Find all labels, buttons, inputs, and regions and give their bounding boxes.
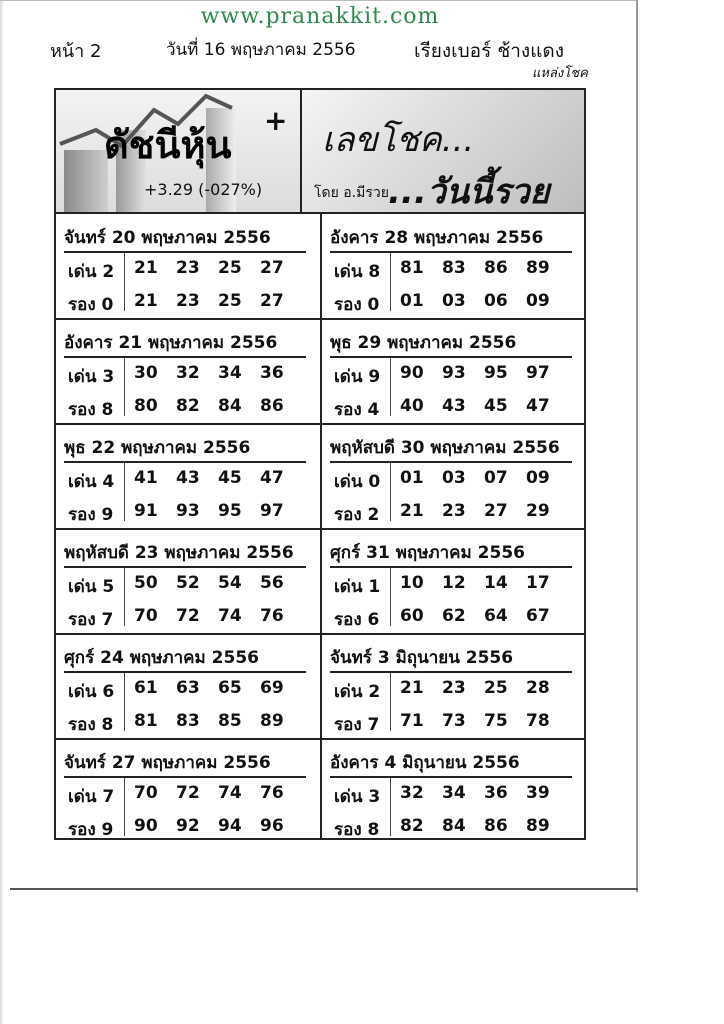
lucky-number: 76: [260, 606, 284, 626]
title-underline: [64, 461, 306, 463]
page-top-border: [0, 0, 636, 1]
lead-numbers: [400, 468, 568, 488]
label-divider: [390, 568, 391, 626]
lucky-number: 41: [134, 468, 158, 488]
lucky-number: 60: [400, 606, 424, 626]
publication-subtitle: แหล่งโชค: [532, 66, 588, 81]
lucky-number: 82: [400, 816, 424, 836]
label-divider: [390, 463, 391, 521]
lucky-number: 36: [484, 783, 508, 803]
label-divider: [124, 568, 125, 626]
author-credit: โดย อ.มีรวย: [314, 185, 389, 201]
lucky-number: 80: [134, 396, 158, 416]
lucky-number: 28: [526, 678, 550, 698]
lucky-number: 25: [218, 258, 242, 278]
lucky-number: 09: [526, 468, 550, 488]
lucky-number: 67: [526, 606, 550, 626]
sub-numbers: [134, 816, 302, 836]
sub-numbers: [134, 606, 302, 626]
day-cell: [322, 424, 586, 529]
lucky-number: 91: [134, 501, 158, 521]
sub-label: รอง 7: [68, 610, 114, 630]
lucky-number: 86: [484, 816, 508, 836]
lucky-number: 39: [526, 783, 550, 803]
day-cell: [56, 634, 320, 739]
lucky-number: 14: [484, 573, 508, 593]
sub-label: รอง 7: [334, 715, 380, 735]
day-title: ศุกร์ 24 พฤษภาคม 2556: [64, 648, 259, 668]
lead-label: เด่น 2: [68, 262, 115, 282]
lucky-number: 95: [484, 363, 508, 383]
lead-label: เด่น 7: [68, 787, 115, 807]
lucky-number: 32: [400, 783, 424, 803]
sub-numbers: [400, 501, 568, 521]
stock-index-plus: +: [264, 104, 288, 137]
day-title: พฤหัสบดี 30 พฤษภาคม 2556: [330, 438, 560, 458]
lead-numbers: [134, 783, 302, 803]
title-underline: [330, 356, 572, 358]
sub-numbers: [134, 711, 302, 731]
lucky-number: 63: [176, 678, 200, 698]
lead-numbers: [400, 573, 568, 593]
day-cell: [56, 214, 320, 319]
sub-label: รอง 6: [334, 610, 380, 630]
sub-label: รอง 4: [334, 400, 380, 420]
lucky-number: 70: [134, 783, 158, 803]
lucky-number: 74: [218, 606, 242, 626]
lucky-number: 09: [526, 291, 550, 311]
day-cell: [322, 739, 586, 844]
lucky-number: 45: [218, 468, 242, 488]
publication-title: เรียงเบอร์ ช้างแดง: [414, 40, 565, 62]
lucky-number: 27: [260, 291, 284, 311]
lucky-number: 74: [218, 783, 242, 803]
label-divider: [390, 673, 391, 731]
lucky-number: 94: [218, 816, 242, 836]
label-divider: [390, 358, 391, 416]
page-number: หน้า 2: [50, 41, 102, 62]
day-cell: [322, 634, 586, 739]
lucky-number: 76: [260, 783, 284, 803]
sub-numbers: [400, 711, 568, 731]
lucky-number: 93: [176, 501, 200, 521]
lucky-number: 82: [176, 396, 200, 416]
lucky-number: 96: [260, 816, 284, 836]
day-title: จันทร์ 20 พฤษภาคม 2556: [64, 228, 271, 248]
lead-label: เด่น 4: [68, 472, 115, 492]
lucky-number: 32: [176, 363, 200, 383]
sub-numbers: [400, 291, 568, 311]
label-divider: [124, 253, 125, 311]
lead-label: เด่น 3: [334, 787, 381, 807]
lead-numbers: [134, 258, 302, 278]
lucky-number: 52: [176, 573, 200, 593]
lucky-number: 27: [484, 501, 508, 521]
sub-numbers: [134, 501, 302, 521]
label-divider: [390, 253, 391, 311]
lucky-number: 03: [442, 468, 466, 488]
lucky-number: 47: [526, 396, 550, 416]
day-cell: [56, 319, 320, 424]
title-underline: [64, 251, 306, 253]
sub-numbers: [134, 396, 302, 416]
lucky-number: 70: [134, 606, 158, 626]
lucky-number: 84: [442, 816, 466, 836]
sub-label: รอง 0: [68, 295, 114, 315]
lead-numbers: [134, 468, 302, 488]
lucky-number: 21: [400, 501, 424, 521]
lucky-number: 43: [442, 396, 466, 416]
day-title: จันทร์ 3 มิถุนายน 2556: [330, 648, 514, 668]
issue-date: วันที่ 16 พฤษภาคม 2556: [166, 40, 356, 60]
lucky-number: 73: [442, 711, 466, 731]
title-underline: [64, 776, 306, 778]
lucky-number: 17: [526, 573, 550, 593]
lucky-number: 21: [134, 258, 158, 278]
lead-numbers: [134, 363, 302, 383]
lucky-number-title: เลขโชค...: [322, 120, 475, 160]
label-divider: [124, 673, 125, 731]
day-title: อังคาร 4 มิถุนายน 2556: [330, 753, 520, 773]
lead-label: เด่น 6: [68, 682, 115, 702]
lucky-number: 10: [400, 573, 424, 593]
lucky-number: 95: [218, 501, 242, 521]
day-title: จันทร์ 27 พฤษภาคม 2556: [64, 753, 271, 773]
lucky-number: 45: [484, 396, 508, 416]
label-divider: [124, 778, 125, 836]
title-underline: [64, 356, 306, 358]
day-title: พุธ 29 พฤษภาคม 2556: [330, 333, 517, 353]
sub-label: รอง 2: [334, 505, 380, 525]
lucky-number: 40: [400, 396, 424, 416]
label-divider: [124, 463, 125, 521]
lucky-number-banner: [302, 90, 584, 214]
lead-label: เด่น 2: [334, 682, 381, 702]
lucky-number: 90: [400, 363, 424, 383]
lead-label: เด่น 8: [334, 262, 381, 282]
sub-label: รอง 8: [68, 715, 114, 735]
lucky-number: 21: [134, 291, 158, 311]
lead-label: เด่น 0: [334, 472, 381, 492]
day-cell: [322, 529, 586, 634]
day-cell: [322, 214, 586, 319]
lucky-number: 75: [484, 711, 508, 731]
lucky-number: 07: [484, 468, 508, 488]
day-title: อังคาร 28 พฤษภาคม 2556: [330, 228, 544, 248]
lucky-number: 56: [260, 573, 284, 593]
lottery-table: [54, 88, 586, 840]
sub-label: รอง 9: [68, 820, 114, 840]
lucky-number: 01: [400, 291, 424, 311]
day-title: อังคาร 21 พฤษภาคม 2556: [64, 333, 278, 353]
lucky-slogan: ...วันนี้รวย: [388, 172, 550, 212]
lead-numbers: [400, 678, 568, 698]
watermark: www.pranakkit.com: [200, 4, 440, 29]
lucky-number: 21: [400, 678, 424, 698]
day-cell: [322, 319, 586, 424]
lucky-number: 89: [526, 816, 550, 836]
lucky-number: 12: [442, 573, 466, 593]
lucky-number: 54: [218, 573, 242, 593]
scan-edge: [0, 0, 4, 1024]
lucky-number: 25: [484, 678, 508, 698]
lucky-number: 84: [218, 396, 242, 416]
lucky-number: 81: [134, 711, 158, 731]
lucky-number: 90: [134, 816, 158, 836]
lead-label: เด่น 3: [68, 367, 115, 387]
lead-numbers: [400, 258, 568, 278]
day-title: พุธ 22 พฤษภาคม 2556: [64, 438, 251, 458]
lucky-number: 61: [134, 678, 158, 698]
lucky-number: 30: [134, 363, 158, 383]
stock-index-title: ดัชนีหุ้น: [104, 123, 232, 167]
lucky-number: 29: [526, 501, 550, 521]
lucky-number: 86: [260, 396, 284, 416]
lucky-number: 89: [260, 711, 284, 731]
lead-label: เด่น 9: [334, 367, 381, 387]
lucky-number: 03: [442, 291, 466, 311]
lucky-number: 27: [260, 258, 284, 278]
lead-numbers: [400, 783, 568, 803]
lucky-number: 89: [526, 258, 550, 278]
lucky-number: 23: [176, 258, 200, 278]
lucky-number: 43: [176, 468, 200, 488]
lucky-number: 34: [218, 363, 242, 383]
lucky-number: 23: [176, 291, 200, 311]
lucky-number: 97: [260, 501, 284, 521]
lucky-number: 36: [260, 363, 284, 383]
day-title: ศุกร์ 31 พฤษภาคม 2556: [330, 543, 525, 563]
title-underline: [330, 461, 572, 463]
sub-label: รอง 8: [334, 820, 380, 840]
title-underline: [330, 671, 572, 673]
page-right-border: [636, 0, 638, 892]
lucky-number: 06: [484, 291, 508, 311]
lead-numbers: [134, 573, 302, 593]
lucky-number: 93: [442, 363, 466, 383]
lucky-number: 23: [442, 678, 466, 698]
lead-numbers: [400, 363, 568, 383]
lucky-number: 25: [218, 291, 242, 311]
title-underline: [330, 566, 572, 568]
lucky-number: 69: [260, 678, 284, 698]
stock-index-change: +3.29 (-027%): [144, 180, 263, 199]
lucky-number: 50: [134, 573, 158, 593]
sub-numbers: [400, 396, 568, 416]
lucky-number: 78: [526, 711, 550, 731]
title-underline: [330, 251, 572, 253]
lucky-number: 62: [442, 606, 466, 626]
sub-label: รอง 9: [68, 505, 114, 525]
lucky-number: 01: [400, 468, 424, 488]
sub-numbers: [134, 291, 302, 311]
sub-label: รอง 8: [68, 400, 114, 420]
lucky-number: 71: [400, 711, 424, 731]
title-underline: [330, 776, 572, 778]
lucky-number: 65: [218, 678, 242, 698]
label-divider: [124, 358, 125, 416]
lucky-number: 72: [176, 783, 200, 803]
lucky-number: 83: [442, 258, 466, 278]
lucky-number: 23: [442, 501, 466, 521]
sub-numbers: [400, 606, 568, 626]
page-bottom-border: [10, 888, 638, 890]
day-cell: [56, 739, 320, 844]
lucky-number: 47: [260, 468, 284, 488]
lucky-number: 81: [400, 258, 424, 278]
label-divider: [390, 778, 391, 836]
title-underline: [64, 566, 306, 568]
lucky-number: 85: [218, 711, 242, 731]
lead-numbers: [134, 678, 302, 698]
day-title: พฤหัสบดี 23 พฤษภาคม 2556: [64, 543, 294, 563]
day-cell: [56, 424, 320, 529]
lucky-number: 86: [484, 258, 508, 278]
lucky-number: 34: [442, 783, 466, 803]
lucky-number: 92: [176, 816, 200, 836]
lead-label: เด่น 5: [68, 577, 115, 597]
stock-index-banner: [56, 90, 302, 214]
lucky-number: 64: [484, 606, 508, 626]
title-underline: [64, 671, 306, 673]
day-cell: [56, 529, 320, 634]
lead-label: เด่น 1: [334, 577, 381, 597]
lucky-number: 83: [176, 711, 200, 731]
sub-numbers: [400, 816, 568, 836]
sub-label: รอง 0: [334, 295, 380, 315]
lucky-number: 97: [526, 363, 550, 383]
lucky-number: 72: [176, 606, 200, 626]
